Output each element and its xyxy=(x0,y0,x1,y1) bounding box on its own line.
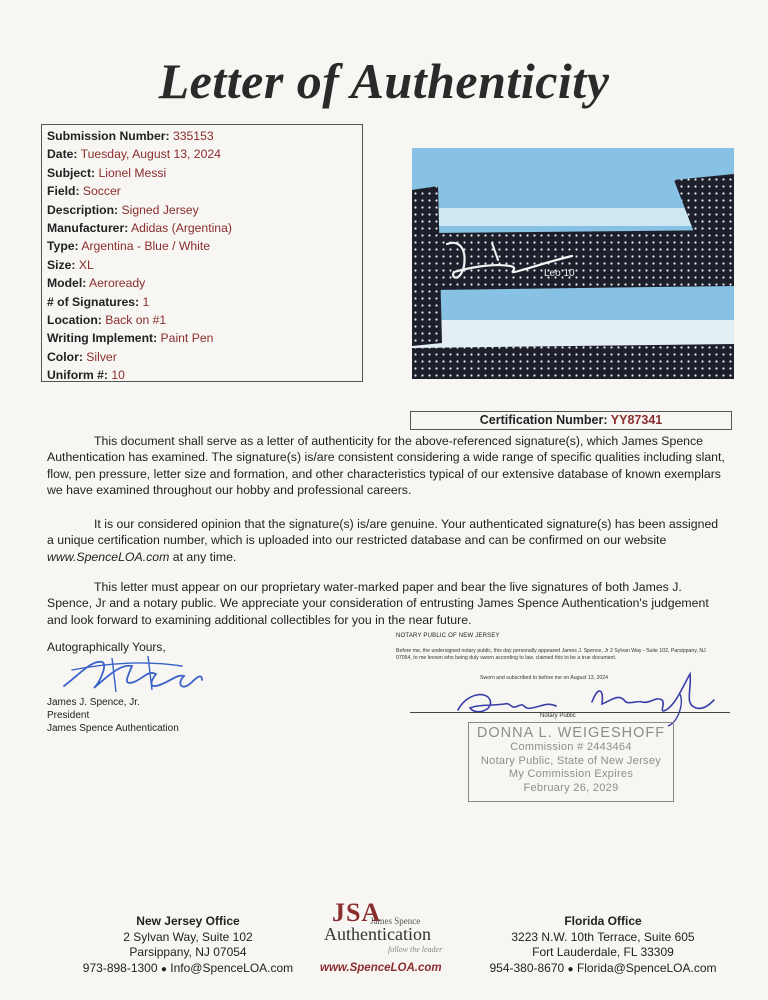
detail-label: Color: xyxy=(47,349,83,364)
jersey-photo-graphic xyxy=(412,148,734,379)
detail-row xyxy=(47,329,357,347)
detail-label: Writing Implement: xyxy=(47,331,158,346)
fl-contact xyxy=(470,961,736,978)
nj-address-line2: Parsippany, NJ 07054 xyxy=(129,945,247,959)
logo-word: Authentication xyxy=(324,924,431,944)
detail-row xyxy=(47,237,357,255)
detail-value: Signed Jersey xyxy=(121,202,199,217)
signer-company: James Spence Authentication xyxy=(47,723,179,734)
certification-number: YY87341 xyxy=(610,413,663,427)
notary-signature xyxy=(452,664,722,728)
stamp-expires: My Commission Expires xyxy=(508,768,634,780)
detail-row xyxy=(47,348,357,366)
signer-name: James J. Spence, Jr. xyxy=(47,697,140,708)
fl-phone[interactable]: 954-380-8670 xyxy=(489,960,565,975)
detail-value: Argentina - Blue / White xyxy=(81,239,211,254)
new-jersey-office xyxy=(56,914,320,977)
jersey-signature-photo xyxy=(412,148,734,379)
detail-label: Date: xyxy=(47,147,78,162)
detail-value: Soccer xyxy=(82,184,121,199)
detail-label: Size: xyxy=(47,257,76,272)
fl-office-heading: Florida Office xyxy=(564,914,642,928)
stamp-expiry-date: February 26, 2029 xyxy=(523,781,619,794)
spence-signature xyxy=(52,652,212,698)
detail-value: Lionel Messi xyxy=(98,165,167,180)
detail-label: Uniform #: xyxy=(47,368,108,383)
florida-office xyxy=(470,914,736,977)
detail-label: Field: xyxy=(47,184,80,199)
detail-row xyxy=(47,274,357,292)
detail-row xyxy=(47,256,357,274)
paragraph-opinion-end: at any time. xyxy=(169,549,237,564)
detail-row xyxy=(47,145,357,163)
certification-number-box xyxy=(410,411,732,430)
detail-value: Aeroready xyxy=(88,276,146,291)
nj-email[interactable]: Info@SpenceLOA.com xyxy=(170,960,294,975)
detail-label: Manufacturer: xyxy=(47,220,129,235)
detail-label: Submission Number: xyxy=(47,129,170,143)
notary-sworn-date: Sworn and subscribed to before me on August 13, 2024 xyxy=(480,675,609,681)
detail-value: XL xyxy=(78,257,94,272)
notary-public-label: Notary Public xyxy=(540,713,576,719)
fl-email[interactable]: Florida@SpenceLOA.com xyxy=(576,960,717,975)
detail-row xyxy=(47,311,357,329)
detail-value: 1 xyxy=(142,294,150,309)
detail-value: Adidas (Argentina) xyxy=(130,220,232,235)
detail-row xyxy=(47,293,357,311)
paragraph-examination xyxy=(47,433,727,499)
closing-text: Autographically Yours, xyxy=(47,640,166,654)
detail-value: Paint Pen xyxy=(160,331,214,346)
logo-name: James Spence xyxy=(370,916,421,926)
detail-label: Subject: xyxy=(47,165,96,180)
paragraph-opinion-text: It is our considered opinion that the signature(s) is/are genuine. Your authenticated signature(s) has been assigned a unique certification number, which is uploaded into our restricted database and can be confirmed on our website xyxy=(47,517,719,548)
notary-statement: Before me, the undersigned notary public, this day personally appeared James J. Spence, Jr 2 Sylvan Way - Suite 102, Parsippany, NJ 07054, to me known who being duly sworn according to law, claimed this to be a true document. xyxy=(396,648,706,661)
detail-label: Type: xyxy=(47,239,79,254)
detail-row xyxy=(47,127,357,145)
fl-address-line1: 3223 N.W. 10th Terrace, Suite 605 xyxy=(511,929,695,944)
stamp-commission: Commission # 2443464 xyxy=(510,741,632,753)
detail-value: Silver xyxy=(86,349,117,364)
logo-mark: JSA xyxy=(332,898,382,927)
photo-signature-text: Leo 10 xyxy=(544,268,575,279)
paragraph-opinion xyxy=(47,516,727,565)
website-link[interactable]: www.SpenceLOA.com xyxy=(47,549,170,564)
paragraph-requirements xyxy=(47,579,727,628)
logo-url[interactable]: www.SpenceLOA.com xyxy=(320,962,442,974)
detail-row xyxy=(47,201,357,219)
nj-phone[interactable]: 973-898-1300 xyxy=(82,960,158,975)
detail-value: Tuesday, August 13, 2024 xyxy=(80,147,221,162)
notary-heading: NOTARY PUBLIC OF NEW JERSEY xyxy=(396,633,500,639)
nj-address-line1: 2 Sylvan Way, Suite 102 xyxy=(123,929,253,944)
jsa-logo xyxy=(310,898,460,980)
detail-label: Description: xyxy=(47,202,119,217)
submission-details-box xyxy=(41,124,363,382)
detail-row xyxy=(47,182,357,200)
detail-value: 335153 xyxy=(172,129,214,143)
logo-tagline: follow the leader xyxy=(388,945,443,954)
bullet-icon: ● xyxy=(567,963,574,975)
detail-label: Location: xyxy=(47,312,102,327)
detail-row xyxy=(47,366,357,384)
notary-stamp xyxy=(468,722,674,802)
paragraph-requirements-text: This letter must appear on our proprietary water-marked paper and bear the live signatures of both James J. Spence, Jr and a notary public. We appreciate your consideration of entrusting James Spence Authentication's judgement and look forward to examining additional collectibles for you in the near future. xyxy=(47,580,709,627)
bullet-icon: ● xyxy=(160,963,167,975)
letter-title: Letter of Authenticity xyxy=(158,53,610,109)
paragraph-examination-text: This document shall serve as a letter of authenticity for the above-referenced signature(s), which James Spence Authentication has examined. The signature(s) is/are consistent considering a wide range of specific qualities including slant, flow, pen pressure, letter size and formation, and other characteristics typical of our extensive database of known exemplars we have examined throughout our hobby and professional careers. xyxy=(47,434,725,498)
detail-value: Back on #1 xyxy=(105,312,167,327)
fl-address-line2: Fort Lauderdale, FL 33309 xyxy=(532,945,674,959)
stamp-notary-name: DONNA L. WEIGESHOFF xyxy=(476,725,666,741)
detail-row xyxy=(47,219,357,237)
spence-name-block xyxy=(47,696,179,735)
nj-office-heading: New Jersey Office xyxy=(136,914,240,928)
signer-role: President xyxy=(47,710,90,721)
detail-label: # of Signatures: xyxy=(47,294,140,309)
nj-contact xyxy=(56,961,320,978)
detail-row xyxy=(47,164,357,182)
detail-value: 10 xyxy=(111,368,125,383)
stamp-state: Notary Public, State of New Jersey xyxy=(480,754,662,767)
certification-label: Certification Number: xyxy=(479,413,608,427)
detail-label: Model: xyxy=(47,276,87,291)
